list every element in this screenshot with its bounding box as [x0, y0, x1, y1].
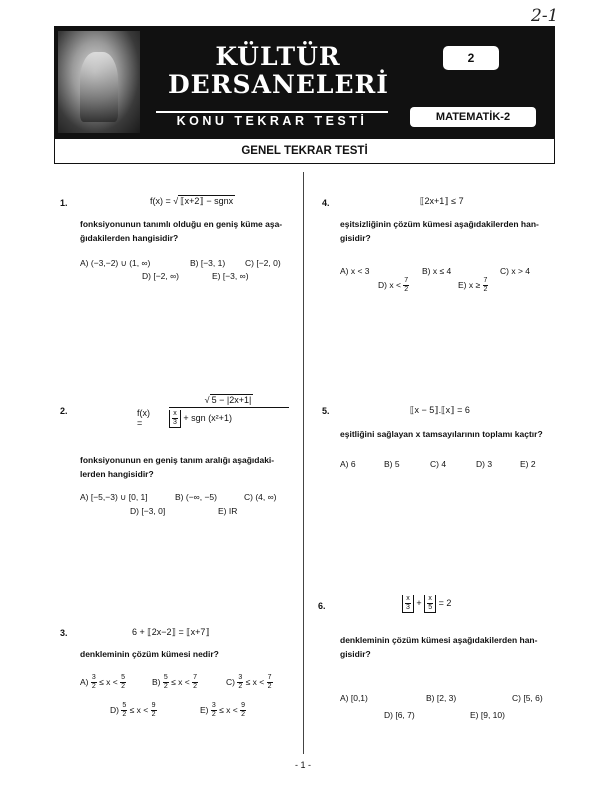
q3-d-mid: ≤ x <: [129, 704, 149, 715]
q3-b-d1: 2: [163, 683, 168, 690]
q1-formula-radicand: ⟦x+2⟧ − sgnx: [180, 196, 234, 206]
q5-option-a[interactable]: A) 6: [340, 459, 356, 469]
q2-den-3: 3: [173, 419, 177, 426]
q2-formula-lhs: f(x) =: [137, 408, 150, 428]
column-divider: [303, 172, 304, 754]
q1-option-c[interactable]: C) [−2, 0): [245, 258, 281, 268]
q4-option-d[interactable]: [378, 277, 409, 294]
q3-b-n2: 7: [193, 674, 198, 681]
q1-option-d[interactable]: D) [−2, ∞): [142, 271, 179, 281]
q3-b-d2: 2: [193, 683, 198, 690]
q2-text-line-2: lerden hangisidir?: [80, 469, 154, 479]
q1-option-a[interactable]: A) (−3,−2) ∪ (1, ∞): [80, 258, 151, 268]
q2-den-x: x: [173, 410, 177, 417]
q3-c-mid: ≤ x <: [245, 676, 265, 687]
q3-a-n2: 5: [121, 674, 126, 681]
q6-f2-n: x: [428, 595, 432, 602]
q2-number: 2.: [60, 406, 68, 416]
q3-e-d1: 2: [211, 711, 216, 718]
q1-text-line-1: fonksiyonunun tanımlı olduğu en geniş küme aşa-: [80, 219, 283, 229]
q3-a-label: A): [80, 676, 89, 687]
q3-number: 3.: [60, 628, 68, 638]
q3-c-n2: 7: [267, 674, 272, 681]
q5-option-e[interactable]: E) 2: [520, 459, 536, 469]
q6-plus: +: [416, 597, 422, 608]
handwritten-note: 2-1: [531, 6, 559, 26]
q4-d-n: 7: [404, 277, 409, 284]
brand-line-1: KÜLTÜR: [215, 42, 341, 71]
q3-a-d2: 2: [121, 683, 126, 690]
q4-text-line-1: eşitsizliğinin çözüm kümesi aşağıdakilerden han-: [340, 219, 539, 229]
q4-text-line-2: gisidir?: [340, 233, 371, 243]
q1-text-line-2: ğıdakilerden hangisidir?: [80, 233, 179, 243]
q3-b-n1: 5: [163, 674, 168, 681]
q2-formula-denominator: [169, 410, 299, 428]
q4-formula: ⟦2x+1⟧ ≤ 7: [420, 196, 464, 206]
q3-a-mid: ≤ x <: [99, 676, 118, 687]
q3-c-n1: 3: [238, 674, 243, 681]
q6-option-c[interactable]: C) [5, 6): [512, 693, 543, 703]
q6-f1-n: x: [406, 595, 410, 602]
q2-text-line-1: fonksiyonunun en geniş tanım aralığı aşağıdaki-: [80, 455, 275, 465]
q3-d-n1: 5: [122, 702, 127, 709]
q3-b-mid: ≤ x <: [171, 676, 190, 687]
q6-rhs: = 2: [438, 597, 452, 608]
q6-option-d[interactable]: D) [6, 7): [384, 710, 415, 720]
q1-formula-lhs: f(x) =: [150, 196, 174, 206]
q4-e-label: E) x ≥: [458, 279, 481, 290]
q5-number: 5.: [322, 406, 330, 416]
q1-option-b[interactable]: B) [−3, 1): [190, 258, 226, 268]
q3-c-label: C): [226, 676, 235, 687]
q6-text-line-2: gisidir?: [340, 649, 371, 659]
q3-d-d1: 2: [122, 711, 127, 718]
q3-c-d2: 2: [267, 683, 272, 690]
q6-text-line-1: denkleminin çözüm kümesi aşağıdakilerden han-: [340, 635, 538, 645]
q4-e-n: 7: [483, 277, 488, 284]
q1-number: 1.: [60, 198, 68, 208]
q3-e-d2: 2: [241, 711, 246, 718]
q2-den-rest: + sgn (x²+1): [183, 412, 232, 423]
q6-f1-d: 3: [406, 604, 410, 611]
q4-option-b[interactable]: B) x ≤ 4: [422, 266, 452, 276]
q5-option-d[interactable]: D) 3: [476, 459, 493, 469]
q5-option-c[interactable]: C) 4: [430, 459, 447, 469]
q3-a-n1: 3: [91, 674, 96, 681]
q4-number: 4.: [322, 198, 330, 208]
q3-formula: 6 + ⟦2x−2⟧ = ⟦x+7⟧: [132, 627, 210, 637]
q5-text-line-1: eşitliğini sağlayan x tamsayılarının toplamı kaçtır?: [340, 429, 543, 439]
q3-e-mid: ≤ x <: [219, 704, 238, 715]
q3-d-n2: 9: [151, 702, 156, 709]
q3-a-d1: 2: [91, 683, 96, 690]
q3-d-d2: 2: [151, 711, 156, 718]
q6-formula: [402, 595, 451, 613]
q3-c-d1: 2: [238, 683, 243, 690]
q4-d-label: D) x <: [378, 279, 401, 290]
q2-option-b[interactable]: B) (−∞, −5): [175, 492, 217, 502]
q3-e-n2: 9: [241, 702, 246, 709]
subtitle: KONU TEKRAR TESTİ: [176, 114, 368, 128]
q3-option-c[interactable]: [226, 674, 273, 691]
q4-option-c[interactable]: C) x > 4: [500, 266, 530, 276]
subject-box: MATEMATİK-2: [410, 107, 536, 127]
header-photo-figure: [80, 52, 118, 122]
q4-e-d: 2: [483, 286, 488, 293]
q5-formula: ⟦x − 5⟧.⟦x⟧ = 6: [410, 405, 470, 415]
q4-d-d: 2: [404, 286, 409, 293]
q2-formula-numerator: √ 5 − |2x+1|: [169, 395, 289, 408]
q4-option-e[interactable]: [458, 277, 488, 294]
q3-option-b[interactable]: [152, 674, 198, 691]
q2-option-a[interactable]: A) [−5,−3) ∪ [0, 1]: [80, 492, 148, 502]
q2-option-d[interactable]: D) [−3, 0]: [130, 506, 166, 516]
q6-option-a[interactable]: A) [0,1): [340, 693, 368, 703]
q3-option-d[interactable]: [110, 702, 157, 719]
test-title: GENEL TEKRAR TESTİ: [54, 138, 555, 164]
page-number: - 1 -: [294, 760, 311, 770]
q4-option-a[interactable]: A) x < 3: [340, 266, 370, 276]
q3-text-line-1: denkleminin çözüm kümesi nedir?: [80, 649, 219, 659]
q2-option-c[interactable]: C) (4, ∞): [244, 492, 277, 502]
q1-formula: f(x) = √ ⟦x+2⟧ − sgnx: [150, 196, 234, 206]
q3-option-e[interactable]: [200, 702, 246, 719]
q3-d-label: D): [110, 704, 119, 715]
q3-b-label: B): [152, 676, 161, 687]
q3-option-a[interactable]: [80, 674, 126, 691]
q2-numerator-text: 5 − |2x+1|: [211, 395, 252, 405]
q1-option-e[interactable]: E) [−3, ∞): [212, 271, 249, 281]
q6-option-b[interactable]: B) [2, 3): [426, 693, 457, 703]
test-number-box: 2: [443, 46, 499, 70]
q2-option-e[interactable]: E) IR: [218, 506, 238, 516]
q5-option-b[interactable]: B) 5: [384, 459, 400, 469]
brand-line-2: DERSANELERİ: [168, 70, 389, 99]
q6-f2-d: 5: [428, 604, 433, 611]
q6-number: 6.: [318, 601, 326, 611]
q3-e-n1: 3: [211, 702, 216, 709]
q6-option-e[interactable]: E) [9, 10): [470, 710, 505, 720]
q3-e-label: E): [200, 704, 209, 715]
